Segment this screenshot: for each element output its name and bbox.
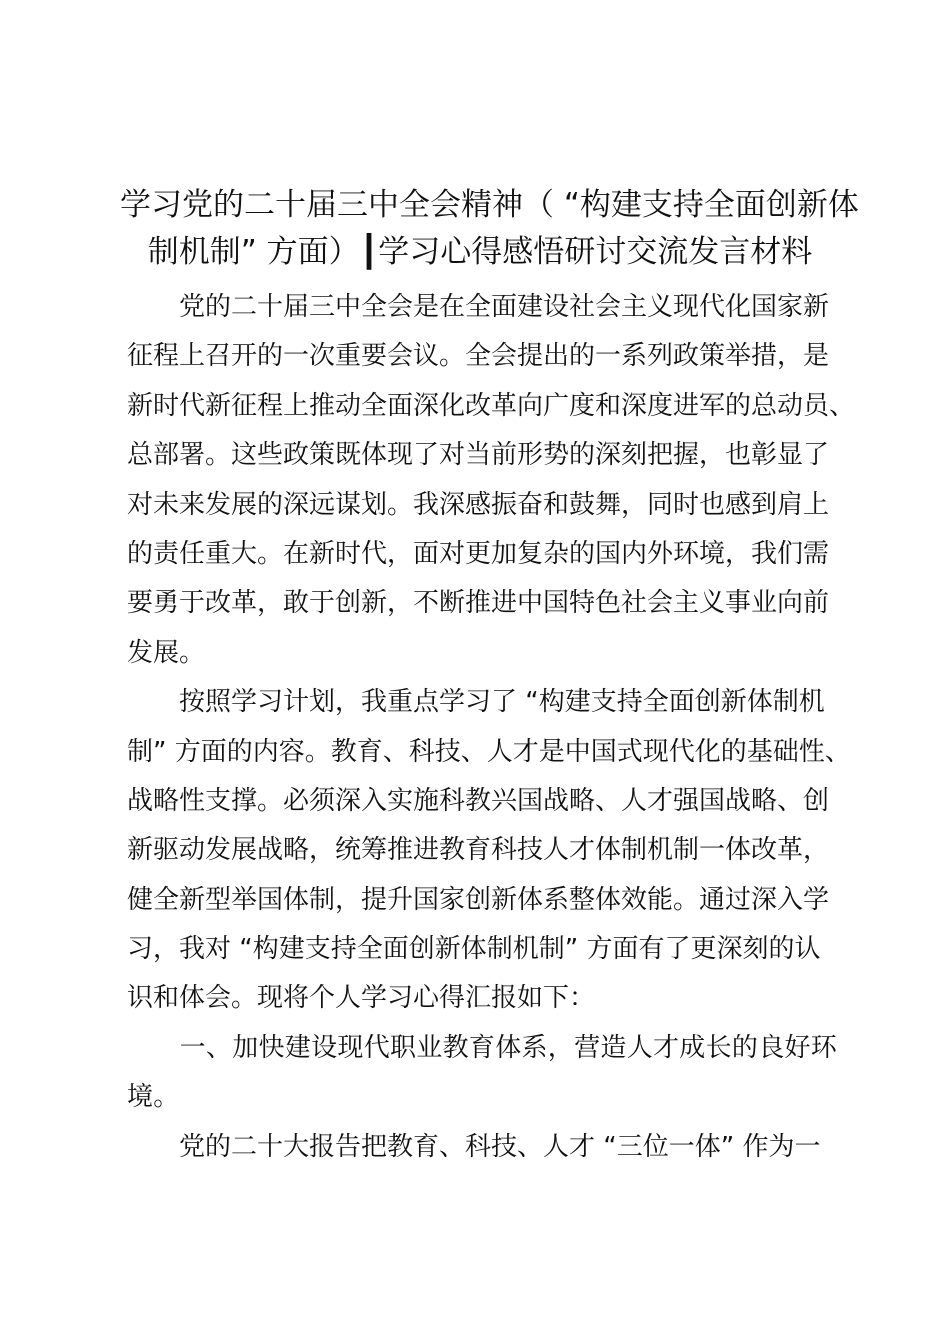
paragraph-line: 总部署。这些政策既体现了对当前形势的深刻把握，也彰显了 [127, 440, 830, 471]
title-line-1: 学习党的二十届三中全会精神（ “构建支持全面创新体 [120, 187, 859, 223]
paragraph-line: 要勇于改革，敢于创新，不断推进中国特色社会主义事业向前 [127, 588, 830, 619]
paragraph-line: 战略性支撑。必须深入实施科教兴国战略、人才强国战略、创 [127, 785, 830, 816]
paragraph-line: 按照学习计划，我重点学习了 “构建支持全面创新体制机 [127, 687, 825, 718]
paragraph-line: 的责任重大。在新时代，面对更加复杂的国内外环境，我们需 [127, 538, 830, 569]
paragraph-line: 新时代新征程上推动全面深化改革向广度和深度进军的总动员、 [127, 390, 856, 421]
paragraph-line: 党的二十大报告把教育、科技、人才 “三位一体” 作为一 [127, 1131, 821, 1162]
paragraph-intro [127, 283, 867, 678]
paragraph-line: 习，我对 “构建支持全面创新体制机制” 方面有了更深刻的认 [127, 934, 821, 965]
paragraph-line: 境。 [127, 1082, 180, 1113]
paragraph-line: 识和体会。现将个人学习心得汇报如下： [127, 983, 596, 1014]
document-title [120, 182, 859, 276]
paragraph-line: 征程上召开的一次重要会议。全会提出的一系列政策举措，是 [127, 341, 830, 372]
paragraph-line: 制” 方面的内容。教育、科技、人才是中国式现代化的基础性、 [127, 736, 851, 767]
section-heading-1 [127, 1024, 867, 1123]
document-body [127, 283, 867, 1172]
paragraph-line: 党的二十届三中全会是在全面建设社会主义现代化国家新 [127, 292, 830, 322]
paragraph-study-plan [127, 678, 867, 1024]
paragraph-line: 新驱动发展战略，统筹推进教育科技人才体制机制一体改革， [127, 835, 830, 866]
paragraph-line: 对未来发展的深远谋划。我深感振奋和鼓舞，同时也感到肩上 [127, 489, 830, 520]
paragraph-line: 健全新型举国体制，提升国家创新体系整体效能。通过深入学 [127, 884, 830, 915]
paragraph-line: 一、加快建设现代职业教育体系，营造人才成长的良好环 [127, 1032, 838, 1063]
title-line-2: 制机制” 方面）┃学习心得感悟研讨交流发言材料 [147, 234, 813, 270]
paragraph-line: 发展。 [127, 637, 206, 668]
paragraph-section-1 [127, 1123, 867, 1172]
